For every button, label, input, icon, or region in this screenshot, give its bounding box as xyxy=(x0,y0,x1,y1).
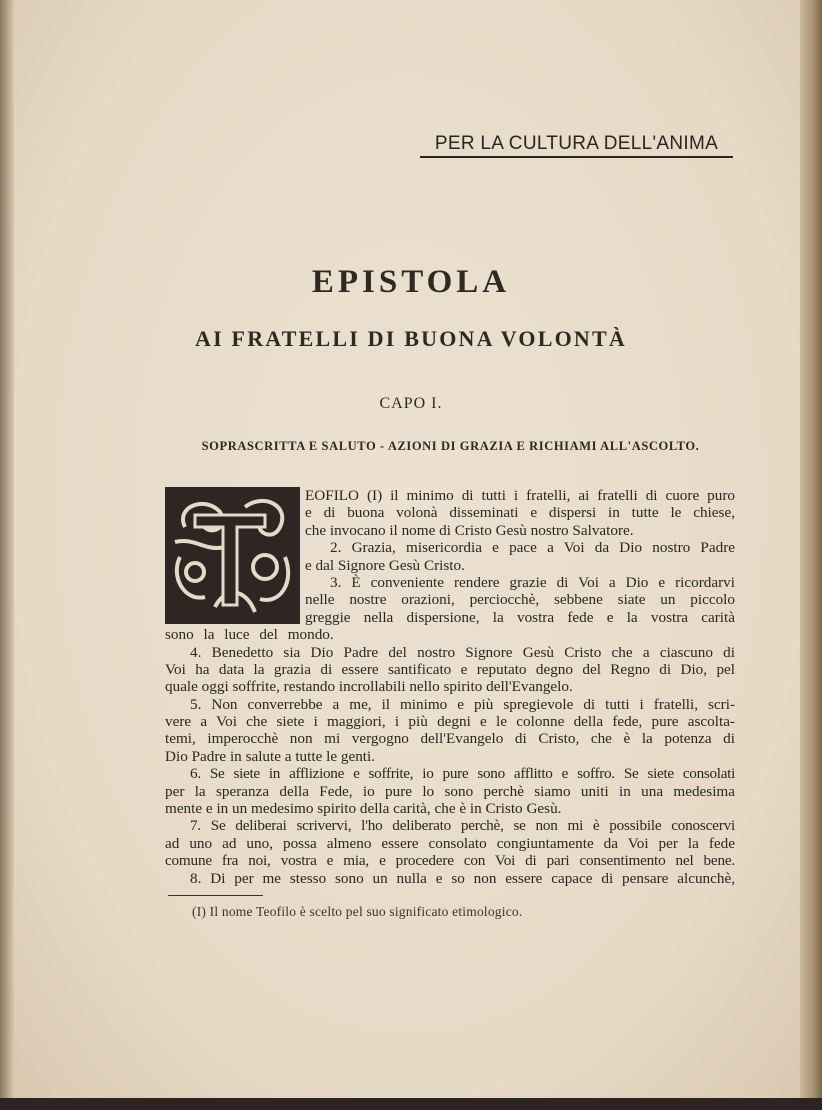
text-line: per la speranza della Fede, io pure lo sono perchè siamo uniti in una medesima xyxy=(165,782,735,800)
text-line: che invocano il nome di Cristo Gesù nostro Salvatore. xyxy=(305,521,634,539)
text-line: 3. È conveniente rendere grazie di Voi a Dio e ricordarvi xyxy=(330,573,735,591)
text-line: 6. Se siete in afflizione e soffrite, io pure sono afflitto e soffro. Se siete consolati xyxy=(190,765,735,783)
text-line: Voi ha data la grazia di essere santificato e reputato degno del Regno di Dio, pel xyxy=(165,660,735,678)
text-line: sono la luce del mondo. xyxy=(165,626,334,644)
running-header: PER LA CULTURA DELL'ANIMA xyxy=(420,133,733,158)
text-line: greggie nella dispersione, la vostra fede e la vostra carità xyxy=(305,608,735,626)
body-text xyxy=(165,487,735,887)
text-line: quale oggi soffrite, restando incrollabili nello spirito dell'Evangelo. xyxy=(165,678,573,696)
footnote-divider xyxy=(168,895,263,896)
text-line: nelle nostre orazioni, perciocchè, sebbene siate un piccolo xyxy=(305,591,735,609)
footnote: (I) Il nome Teofilo è scelto pel suo significato etimologico. xyxy=(192,904,523,919)
page-edge-left xyxy=(0,0,14,1110)
text-line: 4. Benedetto sia Dio Padre del nostro Signore Gesù Cristo che a ciascuno di xyxy=(190,643,735,661)
text-line: EOFILO (I) il minimo di tutti i fratelli, ai fratelli di cuore puro xyxy=(305,487,735,504)
text-line: ad uno ad uno, possa almeno essere consolato congiuntamente da Voi per la fede xyxy=(165,834,735,852)
page-edge-bottom xyxy=(0,1098,822,1110)
text-line: 8. Di per me stesso sono un nulla e so non essere capace di pensare alcunchè, xyxy=(190,869,735,887)
text-line: 2. Grazia, misericordia e pace a Voi da Dio nostro Padre xyxy=(330,539,735,557)
page-edge-right xyxy=(800,0,822,1110)
text-line: e dal Signore Gesù Cristo. xyxy=(305,556,465,574)
subtitle: AI FRATELLI DI BUONA VOLONTÀ xyxy=(195,326,627,351)
text-line: temi, imperocchè non mi vergogno dell'Evangelo di Cristo, che è la potenza di xyxy=(165,730,735,748)
text-line: Dio Padre in salute a tutte le genti. xyxy=(165,747,376,765)
text-line: vere a Voi che siete i maggiori, i più degni e le colonne della fede, pure ascolta- xyxy=(165,713,735,731)
section-heading: SOPRASCRITTA E SALUTO - AZIONI DI GRAZIA E RICHIAMI ALL'ASCOLTO. xyxy=(201,439,700,453)
text-line: e di buona volonà disseminati e dispersi in tutte le chiese, xyxy=(305,504,735,522)
text-line: 7. Se deliberai scrivervi, l'ho deliberato perchè, se non mi è possibile conoscervi xyxy=(190,817,735,835)
text-line: comune fra noi, vostra e mia, e procedere con Voi di pari consentimento nel bene. xyxy=(165,852,735,870)
chapter-heading: CAPO I. xyxy=(379,395,443,412)
page-title: EPISTOLA xyxy=(311,264,511,300)
text-line: 5. Non converrebbe a me, il minimo e più spregievole di tutti i fratelli, scri- xyxy=(190,695,735,713)
text-line: mente e in un medesimo spirito della carità, che è in Cristo Gesù. xyxy=(165,800,562,818)
